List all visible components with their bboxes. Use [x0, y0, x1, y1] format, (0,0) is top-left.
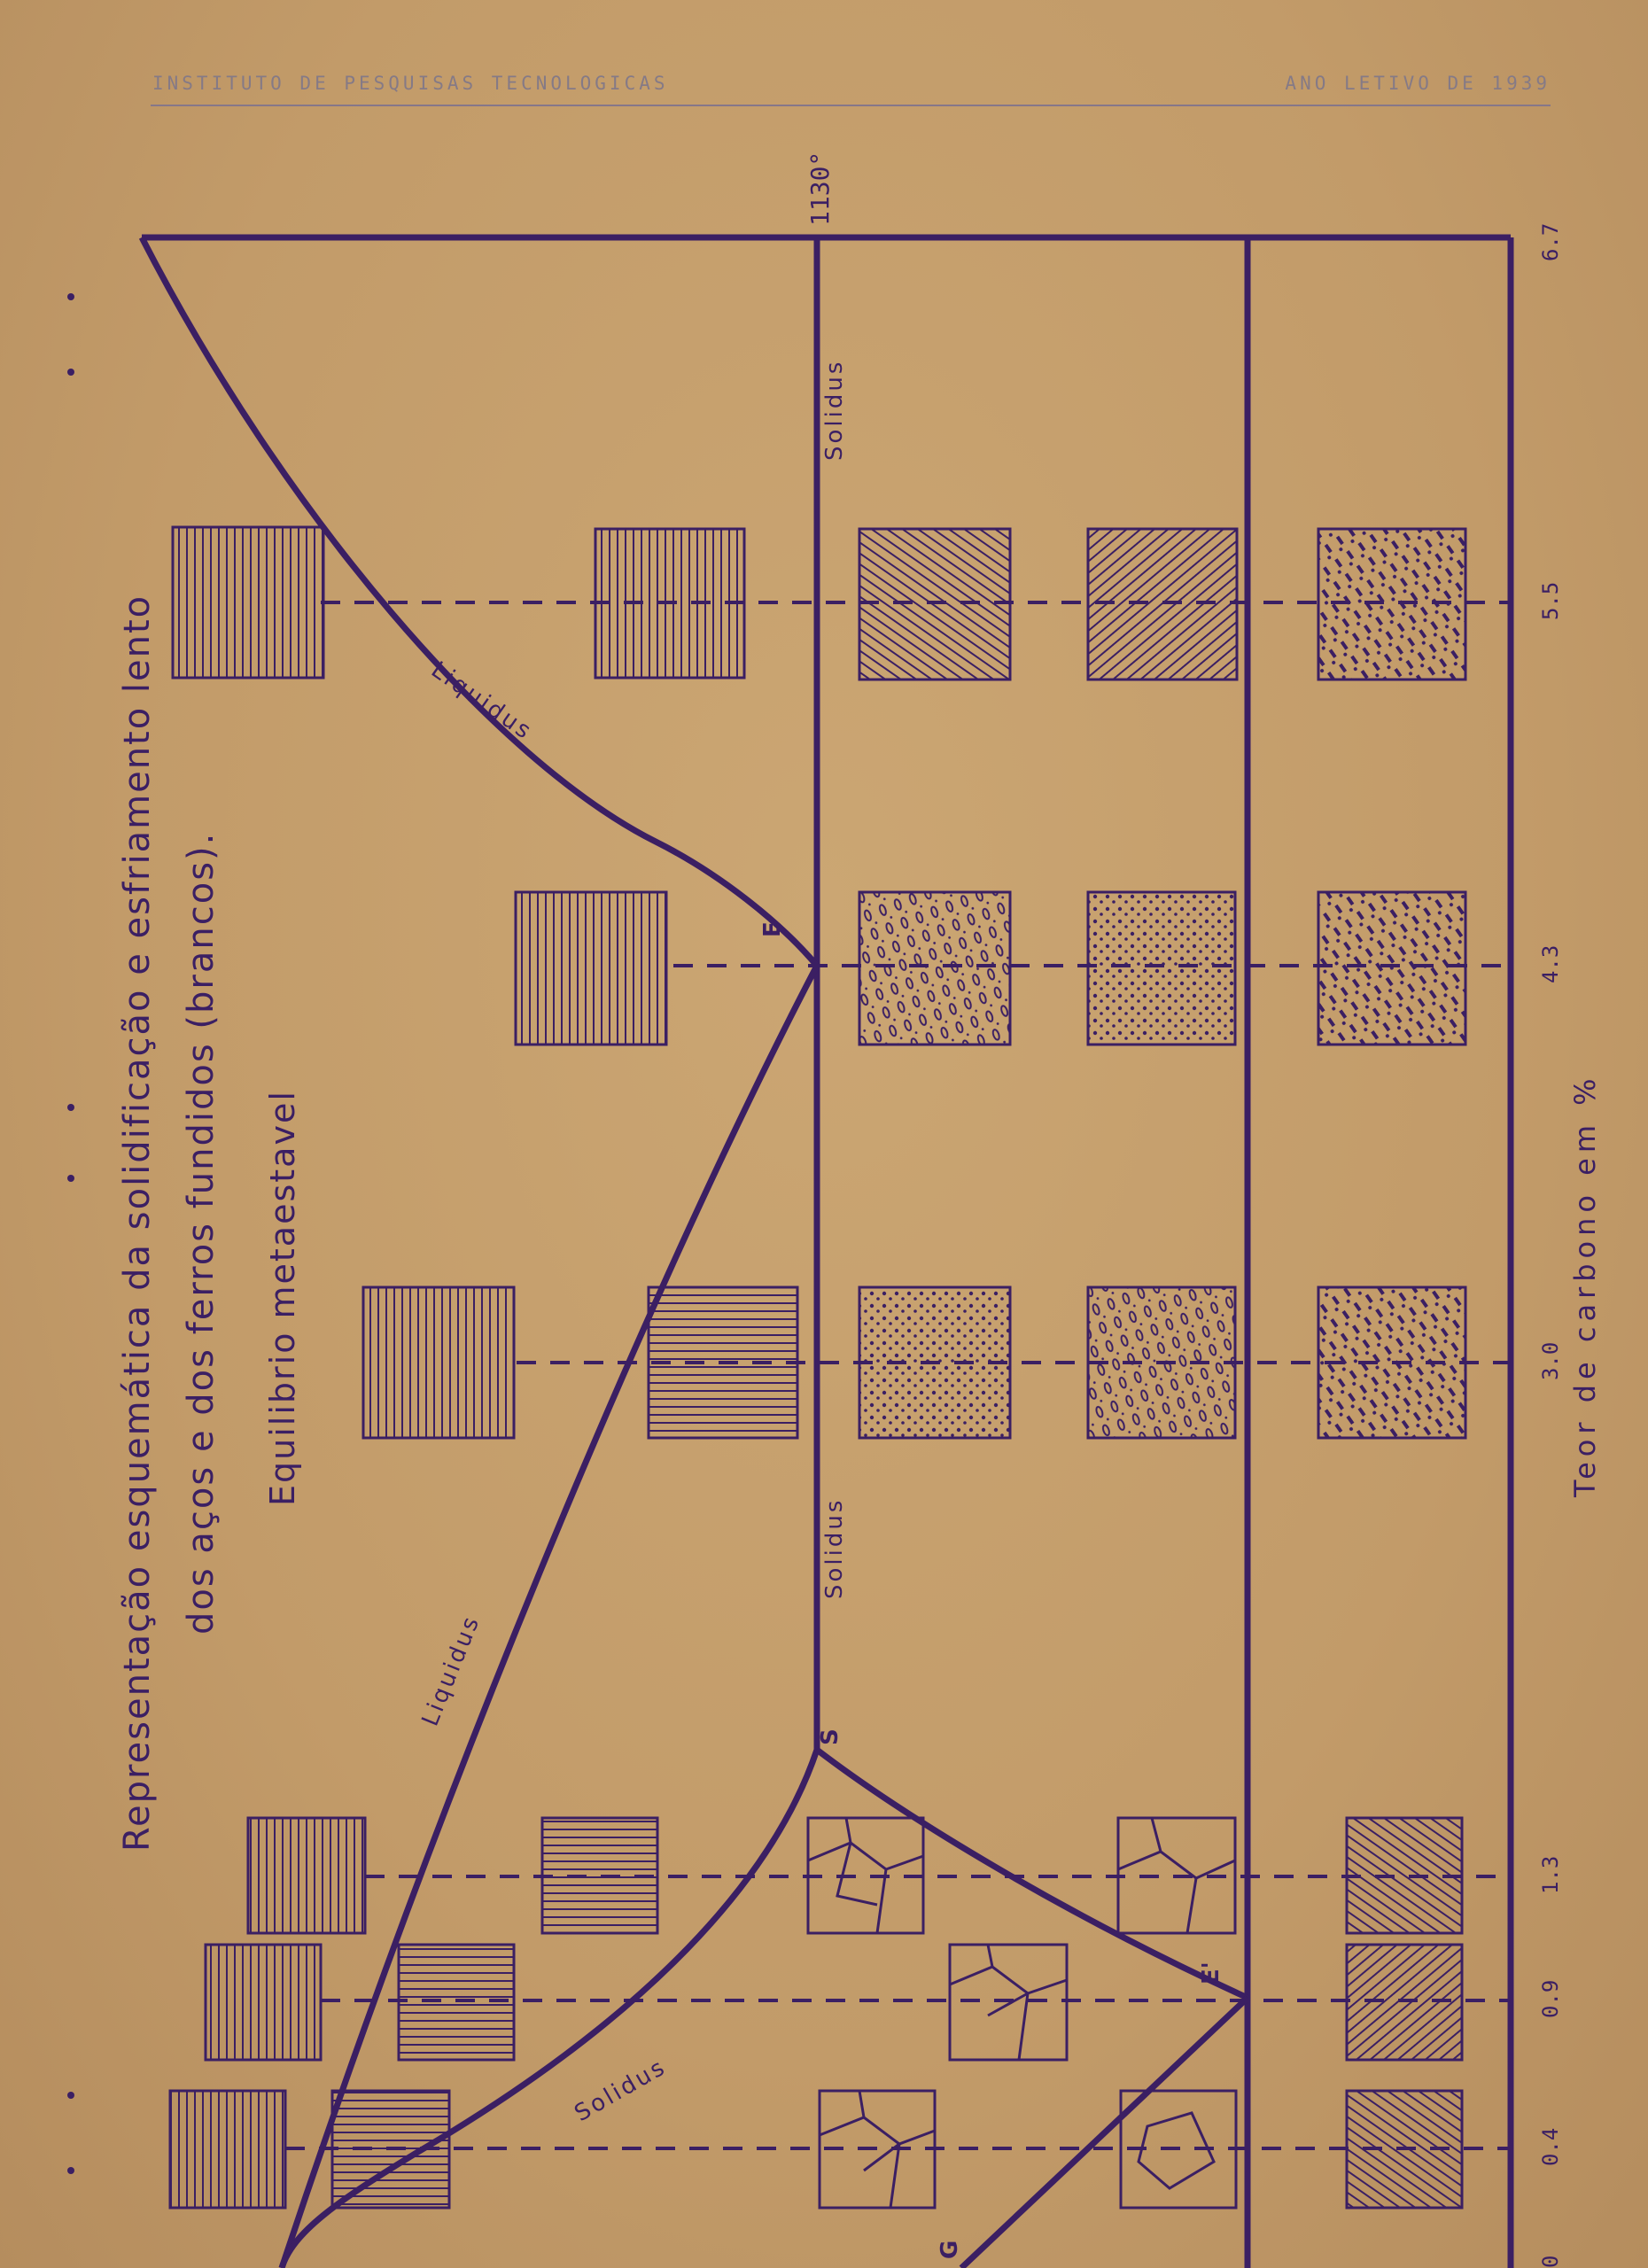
micro-cementite-liquid-5.5 [595, 529, 744, 678]
binder-hole-2 [67, 369, 74, 376]
micro-final-3.0 [1318, 1287, 1465, 1438]
x-axis-label: Teor de carbono em % [1568, 1073, 1602, 1497]
binder-hole-4 [67, 1175, 74, 1182]
temperature-label: 1130° [805, 151, 835, 226]
solidus-mid-label: Solidus [821, 1497, 848, 1599]
micro-pearlite-1.3 [1347, 1818, 1462, 1933]
point-Eprime-label: E' [1198, 1961, 1224, 1984]
micro-ledeburite-4.3 [859, 892, 1010, 1045]
binder-hole-6 [67, 2167, 74, 2174]
micro-liquid-3.0 [363, 1287, 514, 1438]
tick-4.3: 4.3 [1538, 944, 1563, 983]
micro-dendrites-1.3 [542, 1818, 657, 1933]
micro-dendrites-0.9 [399, 1945, 514, 2060]
binder-hole-1 [67, 293, 74, 300]
micro-dendrites-0.4 [332, 2091, 449, 2208]
point-S-label: S [817, 1728, 843, 1745]
micro-final-5.5 [1318, 529, 1465, 680]
liquidus-curve-lower [282, 966, 817, 2268]
point-E-label: E [759, 921, 786, 937]
liquidus-upper-label: Liquidus [425, 656, 538, 746]
liquidus-lower-label: Liquidus [416, 1611, 486, 1730]
solidus-top-label: Solidus [821, 359, 848, 461]
micro-liquid-4.3 [516, 892, 666, 1045]
micro-final-4.3 [1318, 892, 1465, 1045]
tick-1.3: 1.3 [1538, 1855, 1563, 1894]
line-G-to-Eprime [961, 1998, 1248, 2268]
tick-5.5: 5.5 [1538, 581, 1563, 620]
tick-0: 0 [1538, 2255, 1563, 2268]
ferrite-boundaries-0.4 [1139, 2113, 1214, 2188]
micro-liquid-0.9 [206, 1945, 321, 2060]
micro-cementite-ledeburite-b-5.5 [1088, 529, 1237, 680]
title-line-2: dos aços e dos ferros fundidos (brancos). [181, 831, 222, 1635]
micro-liquid-5.5 [173, 527, 323, 678]
micro-liquid-1.3 [248, 1818, 365, 1933]
binder-hole-3 [67, 1104, 74, 1111]
tick-0.4: 0.4 [1538, 2127, 1563, 2166]
institute-header: INSTITUTO DE PESQUISAS TECNOLOGICAS [152, 73, 669, 94]
micro-pearlite-0.9 [1347, 1945, 1462, 2060]
micro-dendrites-liquid-3.0 [649, 1287, 797, 1438]
micro-liquid-0.4 [170, 2091, 285, 2208]
tick-3.0: 3.0 [1538, 1341, 1563, 1380]
micro-ovals-3.0 [1088, 1287, 1235, 1438]
tick-0.9: 0.9 [1538, 1979, 1563, 2018]
micro-ferrite-pearlite-0.4 [1347, 2091, 1462, 2208]
solidus-curve-label: Solidus [570, 2053, 672, 2128]
micro-ledeburite-b-4.3 [1088, 892, 1235, 1045]
line-S-to-Eprime [817, 1750, 1248, 1998]
binder-hole-5 [67, 2092, 74, 2099]
tick-6.7: 6.7 [1538, 222, 1563, 261]
title-line-1: Representação esquemática da solidificação e esfriamento lento [117, 594, 158, 1852]
point-G-label: G [937, 2240, 963, 2259]
year-header: ANO LETIVO DE 1939 [1285, 73, 1551, 94]
micro-cementite-ledeburite-5.5 [859, 529, 1010, 680]
micro-austenite-ledeburite-3.0 [859, 1287, 1010, 1438]
title-line-3: Equilibrio metaestavel [263, 1090, 302, 1506]
